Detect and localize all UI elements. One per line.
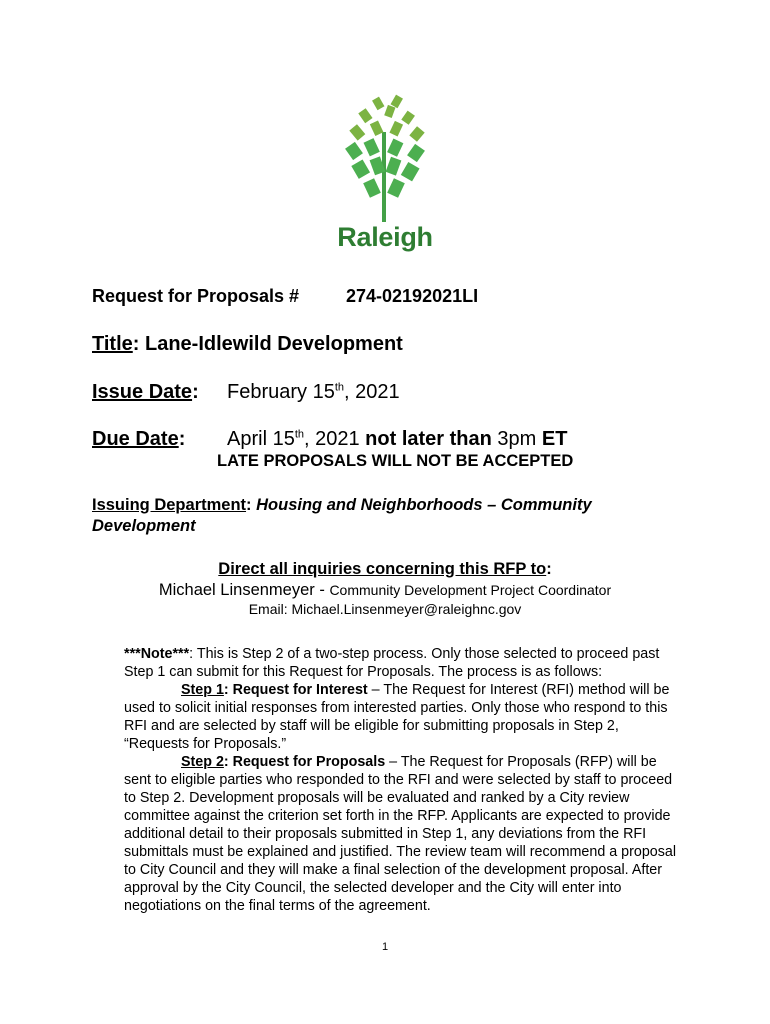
issuing-dept-value: Housing and Neighborhoods – Community [256, 496, 592, 514]
title-value: Lane-Idlewild Development [145, 333, 403, 355]
title-line [92, 333, 403, 356]
issue-date-value [227, 381, 400, 404]
step2-label: Step 2 [181, 754, 224, 770]
due-date-value [227, 428, 567, 451]
step1-title: : Request for Interest [223, 682, 368, 698]
due-date-colon: : [178, 428, 186, 450]
due-date-time: 3pm [491, 428, 542, 450]
note-intro-text: : This is Step 2 of a two-step process. Only those selected to proceed past Step 1 can submit for this Request for Proposals. The process is as follows: [124, 646, 660, 680]
contact-role: Community Development Project Coordinator [329, 582, 612, 598]
issue-date-month: February 15 [227, 381, 335, 403]
due-date-label: Due Date [92, 428, 179, 450]
issue-date-label: Issue Date [92, 381, 193, 403]
page-number: 1 [381, 941, 389, 953]
due-date-not-later: not later than [365, 428, 492, 450]
inquiries-heading-line [0, 560, 770, 579]
process-note [124, 645, 684, 915]
issue-date-label-line [92, 381, 199, 404]
contact-name: Michael Linsenmeyer - [158, 581, 330, 599]
issue-date-sup: th [334, 381, 345, 394]
due-date-year: , 2021 [304, 428, 366, 450]
issue-date-colon: : [192, 381, 199, 403]
inquiries-colon: : [546, 560, 552, 578]
step1-text: – The Request for Interest (RFI) method will be used to solicit initial responses from interested parties. Only those who respond to this RFI and are selected by staff will be eligible for submitting proposals in Step 2, “Requests for Proposals.” [124, 682, 670, 752]
rfp-number: 274-02192021LI [346, 286, 479, 306]
due-date-month: April 15 [227, 428, 295, 450]
contact-name-line [0, 581, 770, 600]
contact-email: Email: Michael.Linsenmeyer@raleighnc.gov [248, 601, 522, 617]
issue-date-year: , 2021 [344, 381, 400, 403]
raleigh-logo [330, 92, 440, 262]
title-label: Title [92, 333, 133, 355]
due-date-tz: ET [541, 428, 568, 450]
logo-wordmark: Raleigh [337, 222, 433, 252]
inquiries-heading: Direct all inquiries concerning this RFP to [218, 560, 547, 578]
issuing-dept-colon: : [246, 496, 252, 514]
note-step2 [124, 753, 684, 915]
issuing-dept-line1 [92, 496, 592, 515]
issuing-dept-line2: Development [92, 517, 196, 535]
due-date-sup: th [294, 428, 304, 441]
title-colon: : [132, 333, 140, 355]
step2-title: : Request for Proposals [223, 754, 386, 770]
note-step1 [124, 681, 684, 753]
tree-logo-icon [330, 92, 440, 222]
due-date-label-line [92, 428, 185, 451]
note-intro [124, 645, 684, 681]
step2-text: – The Request for Proposals (RFP) will be sent to eligible parties who responded to the RFI and were selected by staff to proceed to Step 2. Development proposals will be evaluated and ranked by a City review committee against the criterion set forth in the RFP. Applicants are expected to provide additional detail to their proposals submitted in Step 1, any deviations from the RFI submittals must be explained and justified. The review team will recommend a proposal to City Council and they will make a final selection of the development proposal. After approval by the City Council, the selected developer and the City will enter into negotiations on the final terms of the agreement. [124, 754, 677, 914]
rfp-label: Request for Proposals # [92, 286, 300, 306]
step1-label: Step 1 [181, 682, 224, 698]
issuing-dept-label: Issuing Department [92, 496, 247, 514]
note-tag: ***Note*** [124, 646, 190, 662]
late-proposals-warning: LATE PROPOSALS WILL NOT BE ACCEPTED [217, 452, 574, 470]
